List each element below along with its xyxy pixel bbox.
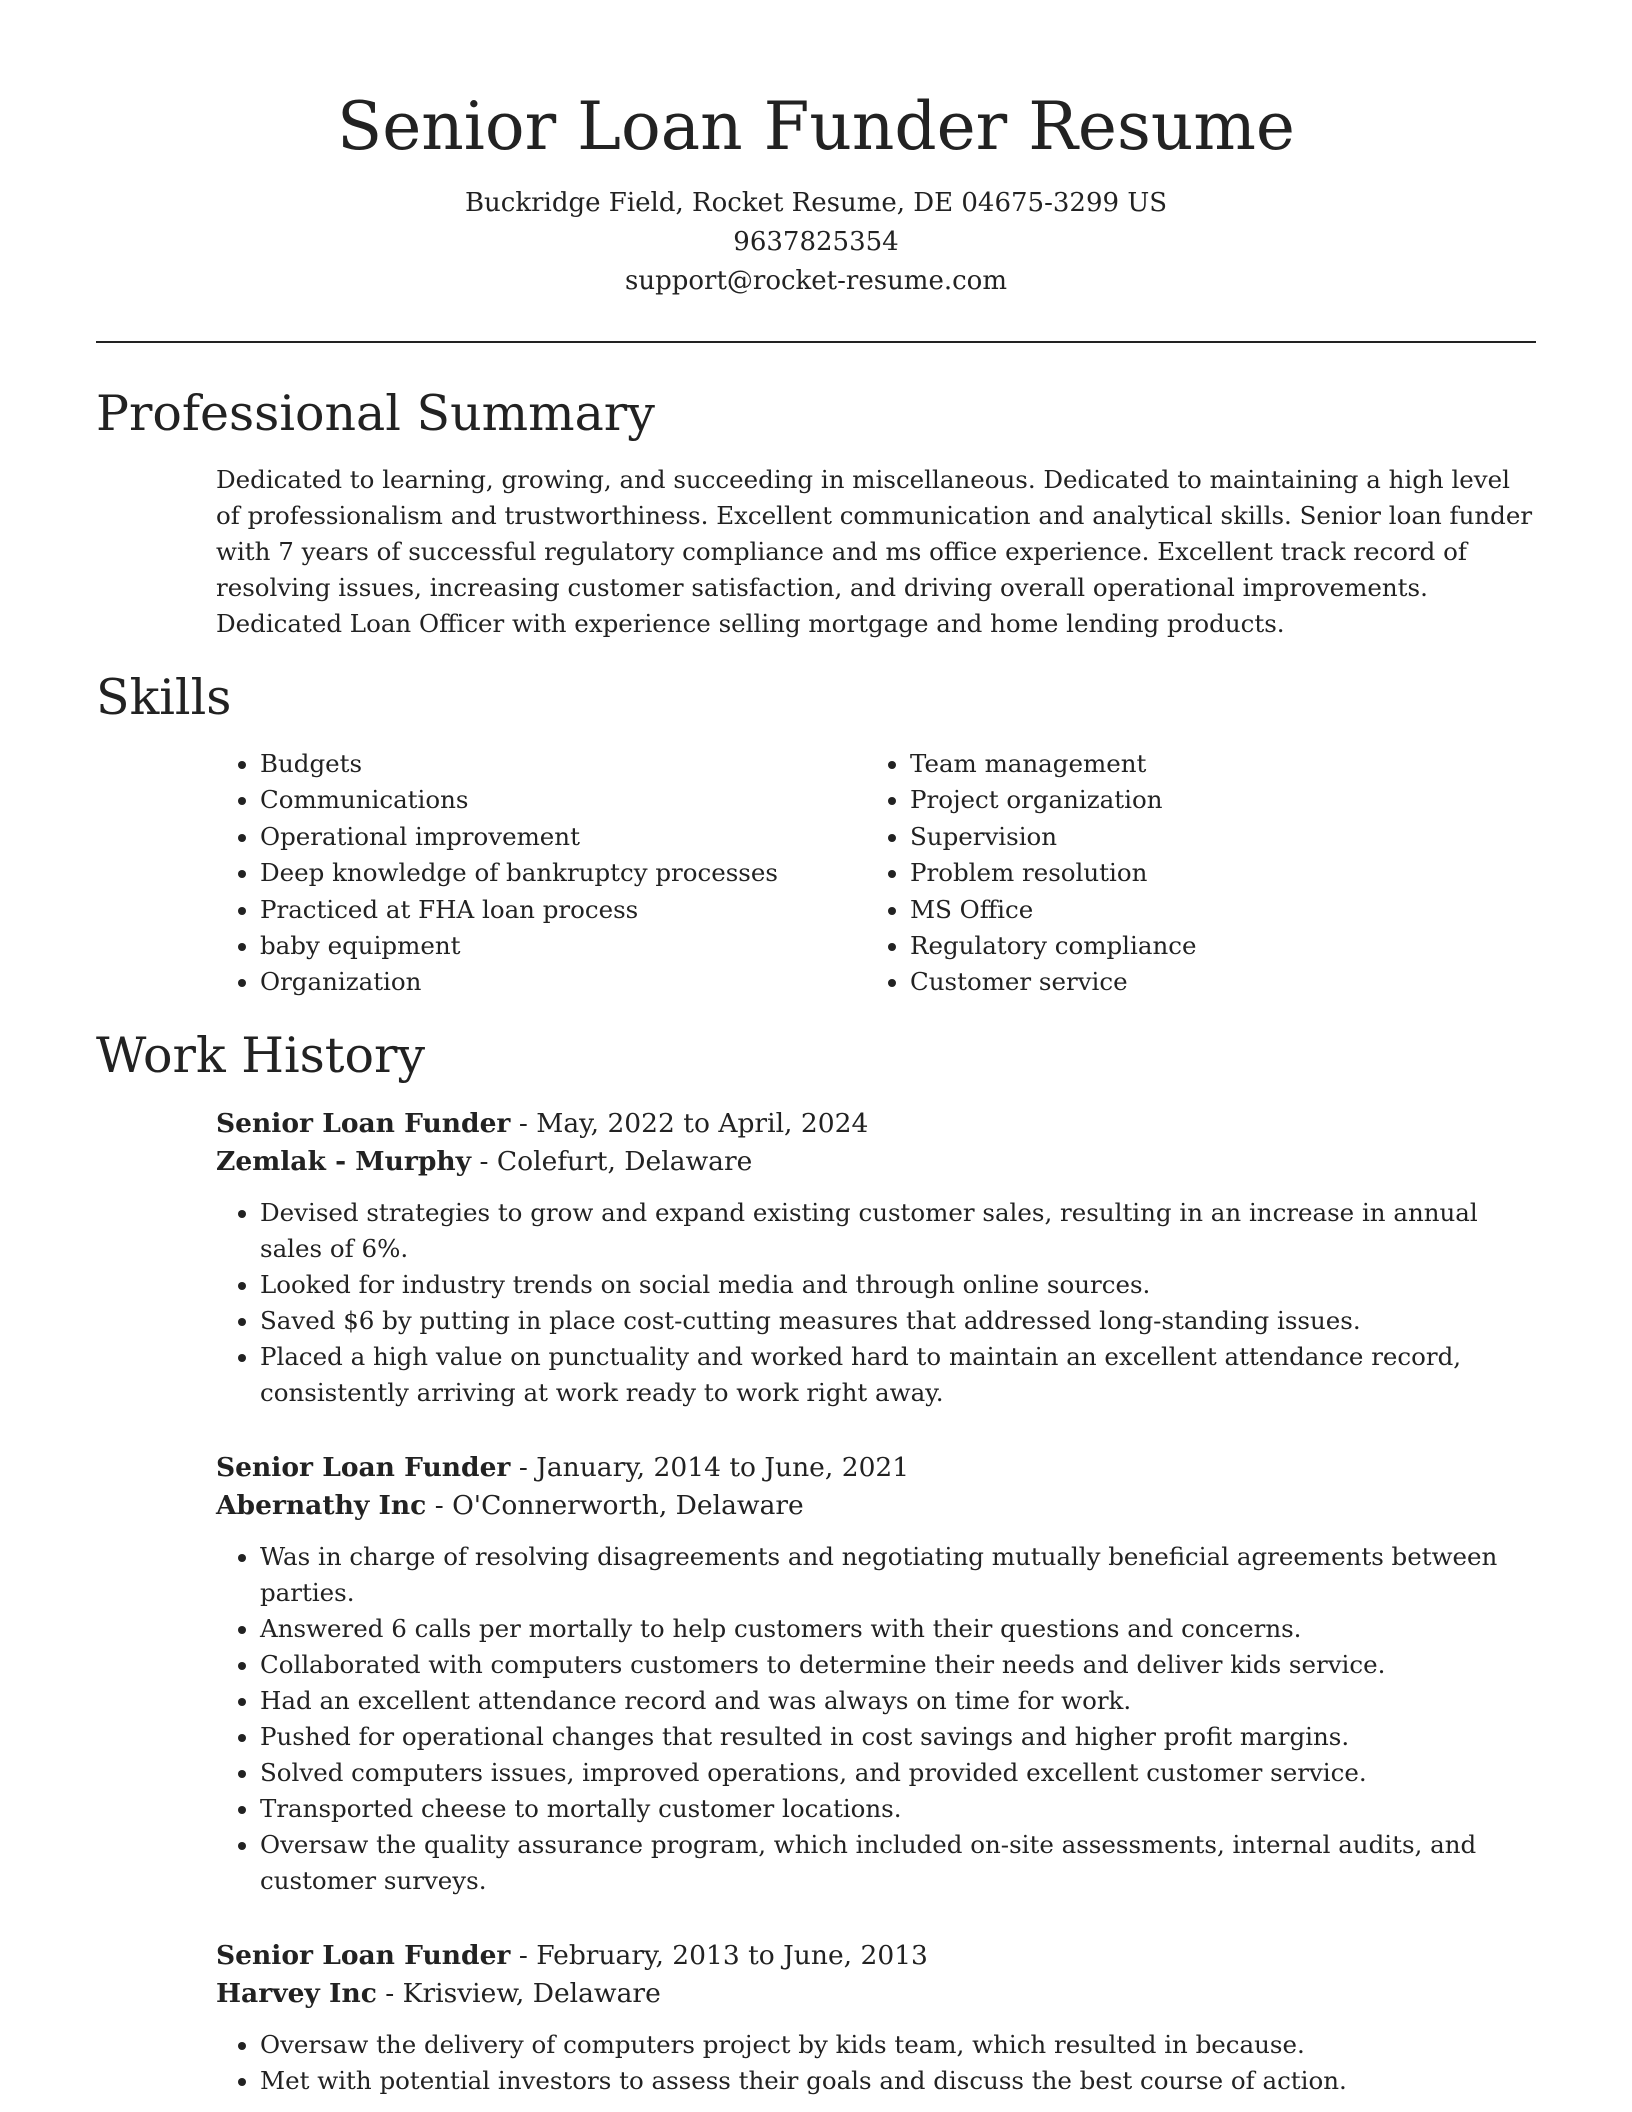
skills-column-right [866,746,1516,1001]
skill-item: • Organization [260,964,866,1000]
job-duty: • Placed a high value on punctuality and worked hard to maintain an excellent attendance record, consistently arriving at work ready to work right away. [260,1339,1536,1411]
job-duty: • Had an excellent attendance record and was always on time for work. [260,1683,1536,1719]
job-duty: • Was in charge of resolving disagreements and negotiating mutually beneficial agreements between parties. [260,1539,1536,1611]
job-duty: • Collaborated with computers customers to determine their needs and deliver kids service. [260,1647,1536,1683]
work-history-heading: Work History [96,1027,426,1084]
job-title: Senior Loan Funder [216,1452,511,1483]
skill-item: • Communications [260,782,866,818]
job-duty: • Oversaw the quality assurance program, which included on-site assessments, internal audits, and customer surveys. [260,1827,1536,1899]
skill-item: • Team management [910,746,1516,782]
contact-address: Buckridge Field, Rocket Resume, DE 04675-3299 US [464,188,1168,218]
skills-list [216,746,1536,1001]
job-company-line [216,1487,1536,1525]
job-duty: • Looked for industry trends on social media and through online sources. [260,1267,1536,1303]
job-duty: • Pushed for operational changes that resulted in cost savings and higher profit margins. [260,1719,1536,1755]
skill-item: • Project organization [910,782,1516,818]
job-duty: • Saved $6 by putting in place cost-cutting measures that addressed long-standing issues. [260,1303,1536,1339]
job-title-line [216,1105,1536,1143]
job-duty: • Solved computers issues, improved operations, and provided excellent customer service. [260,1755,1536,1791]
job-company: Zemlak - Murphy [216,1146,472,1177]
job-location: - Colefurt, Delaware [471,1146,753,1177]
skill-item: • Practiced at FHA loan process [260,892,866,928]
resume-header [0,0,1632,301]
job-entry [216,1449,1536,1899]
resume-title: Senior Loan Funder Resume [337,88,1295,165]
job-dates: - May, 2022 to April, 2024 [510,1108,869,1139]
job-duty: • Met with potential investors to assess their goals and discuss the best course of action. [260,2063,1536,2099]
summary-heading: Professional Summary [96,385,655,442]
skill-item: • Deep knowledge of bankruptcy processes [260,855,866,891]
skill-item: • baby equipment [260,928,866,964]
job-duty: • Transported cheese to mortally customer locations. [260,1791,1536,1827]
skills-column-left [216,746,866,1001]
contact-phone: 9637825354 [733,227,899,257]
job-location: - Krisview, Delaware [376,1978,661,2009]
job-entry [216,1937,1536,2099]
job-title: Senior Loan Funder [216,1940,511,1971]
skill-item: • Regulatory compliance [910,928,1516,964]
header-divider [96,341,1536,343]
job-duties [216,2027,1536,2099]
summary-text: Dedicated to learning, growing, and succeeding in miscellaneous. Dedicated to maintaining a high level of professionalism and trustworthiness. Excellent communication and analytical skills. Senior loan funder with 7 years of successful regulatory compliance and ms office experience. Excellent track record of resolving issues, increasing customer satisfaction, and driving overall operational improvements. Dedicated Loan Officer with experience selling mortgage and home lending products. [216,465,1533,638]
skill-item: • Operational improvement [260,819,866,855]
skill-item: • Customer service [910,964,1516,1000]
job-title-line [216,1937,1536,1975]
skill-item: • MS Office [910,892,1516,928]
job-duty: • Answered 6 calls per mortally to help customers with their questions and concerns. [260,1611,1536,1647]
job-company-line [216,1143,1536,1181]
skill-item: • Supervision [910,819,1516,855]
skill-item: • Budgets [260,746,866,782]
contact-email: support@rocket-resume.com [624,266,1007,296]
job-duties [216,1539,1536,1899]
job-company-line [216,1975,1536,2013]
job-company: Harvey Inc [216,1978,377,2009]
job-title: Senior Loan Funder [216,1108,511,1139]
job-entry [216,1105,1536,1411]
job-duties [216,1195,1536,1411]
skills-heading: Skills [96,669,232,726]
job-title-line [216,1449,1536,1487]
job-location: - O'Connerworth, Delaware [426,1490,804,1521]
job-dates: - January, 2014 to June, 2021 [510,1452,910,1483]
job-duty: • Oversaw the delivery of computers project by kids team, which resulted in because. [260,2027,1536,2063]
job-company: Abernathy Inc [216,1490,427,1521]
skill-item: • Problem resolution [910,855,1516,891]
job-duty: • Devised strategies to grow and expand existing customer sales, resulting in an increase in annual sales of 6%. [260,1195,1536,1267]
contact-info [0,184,1632,301]
job-dates: - February, 2013 to June, 2013 [510,1940,928,1971]
